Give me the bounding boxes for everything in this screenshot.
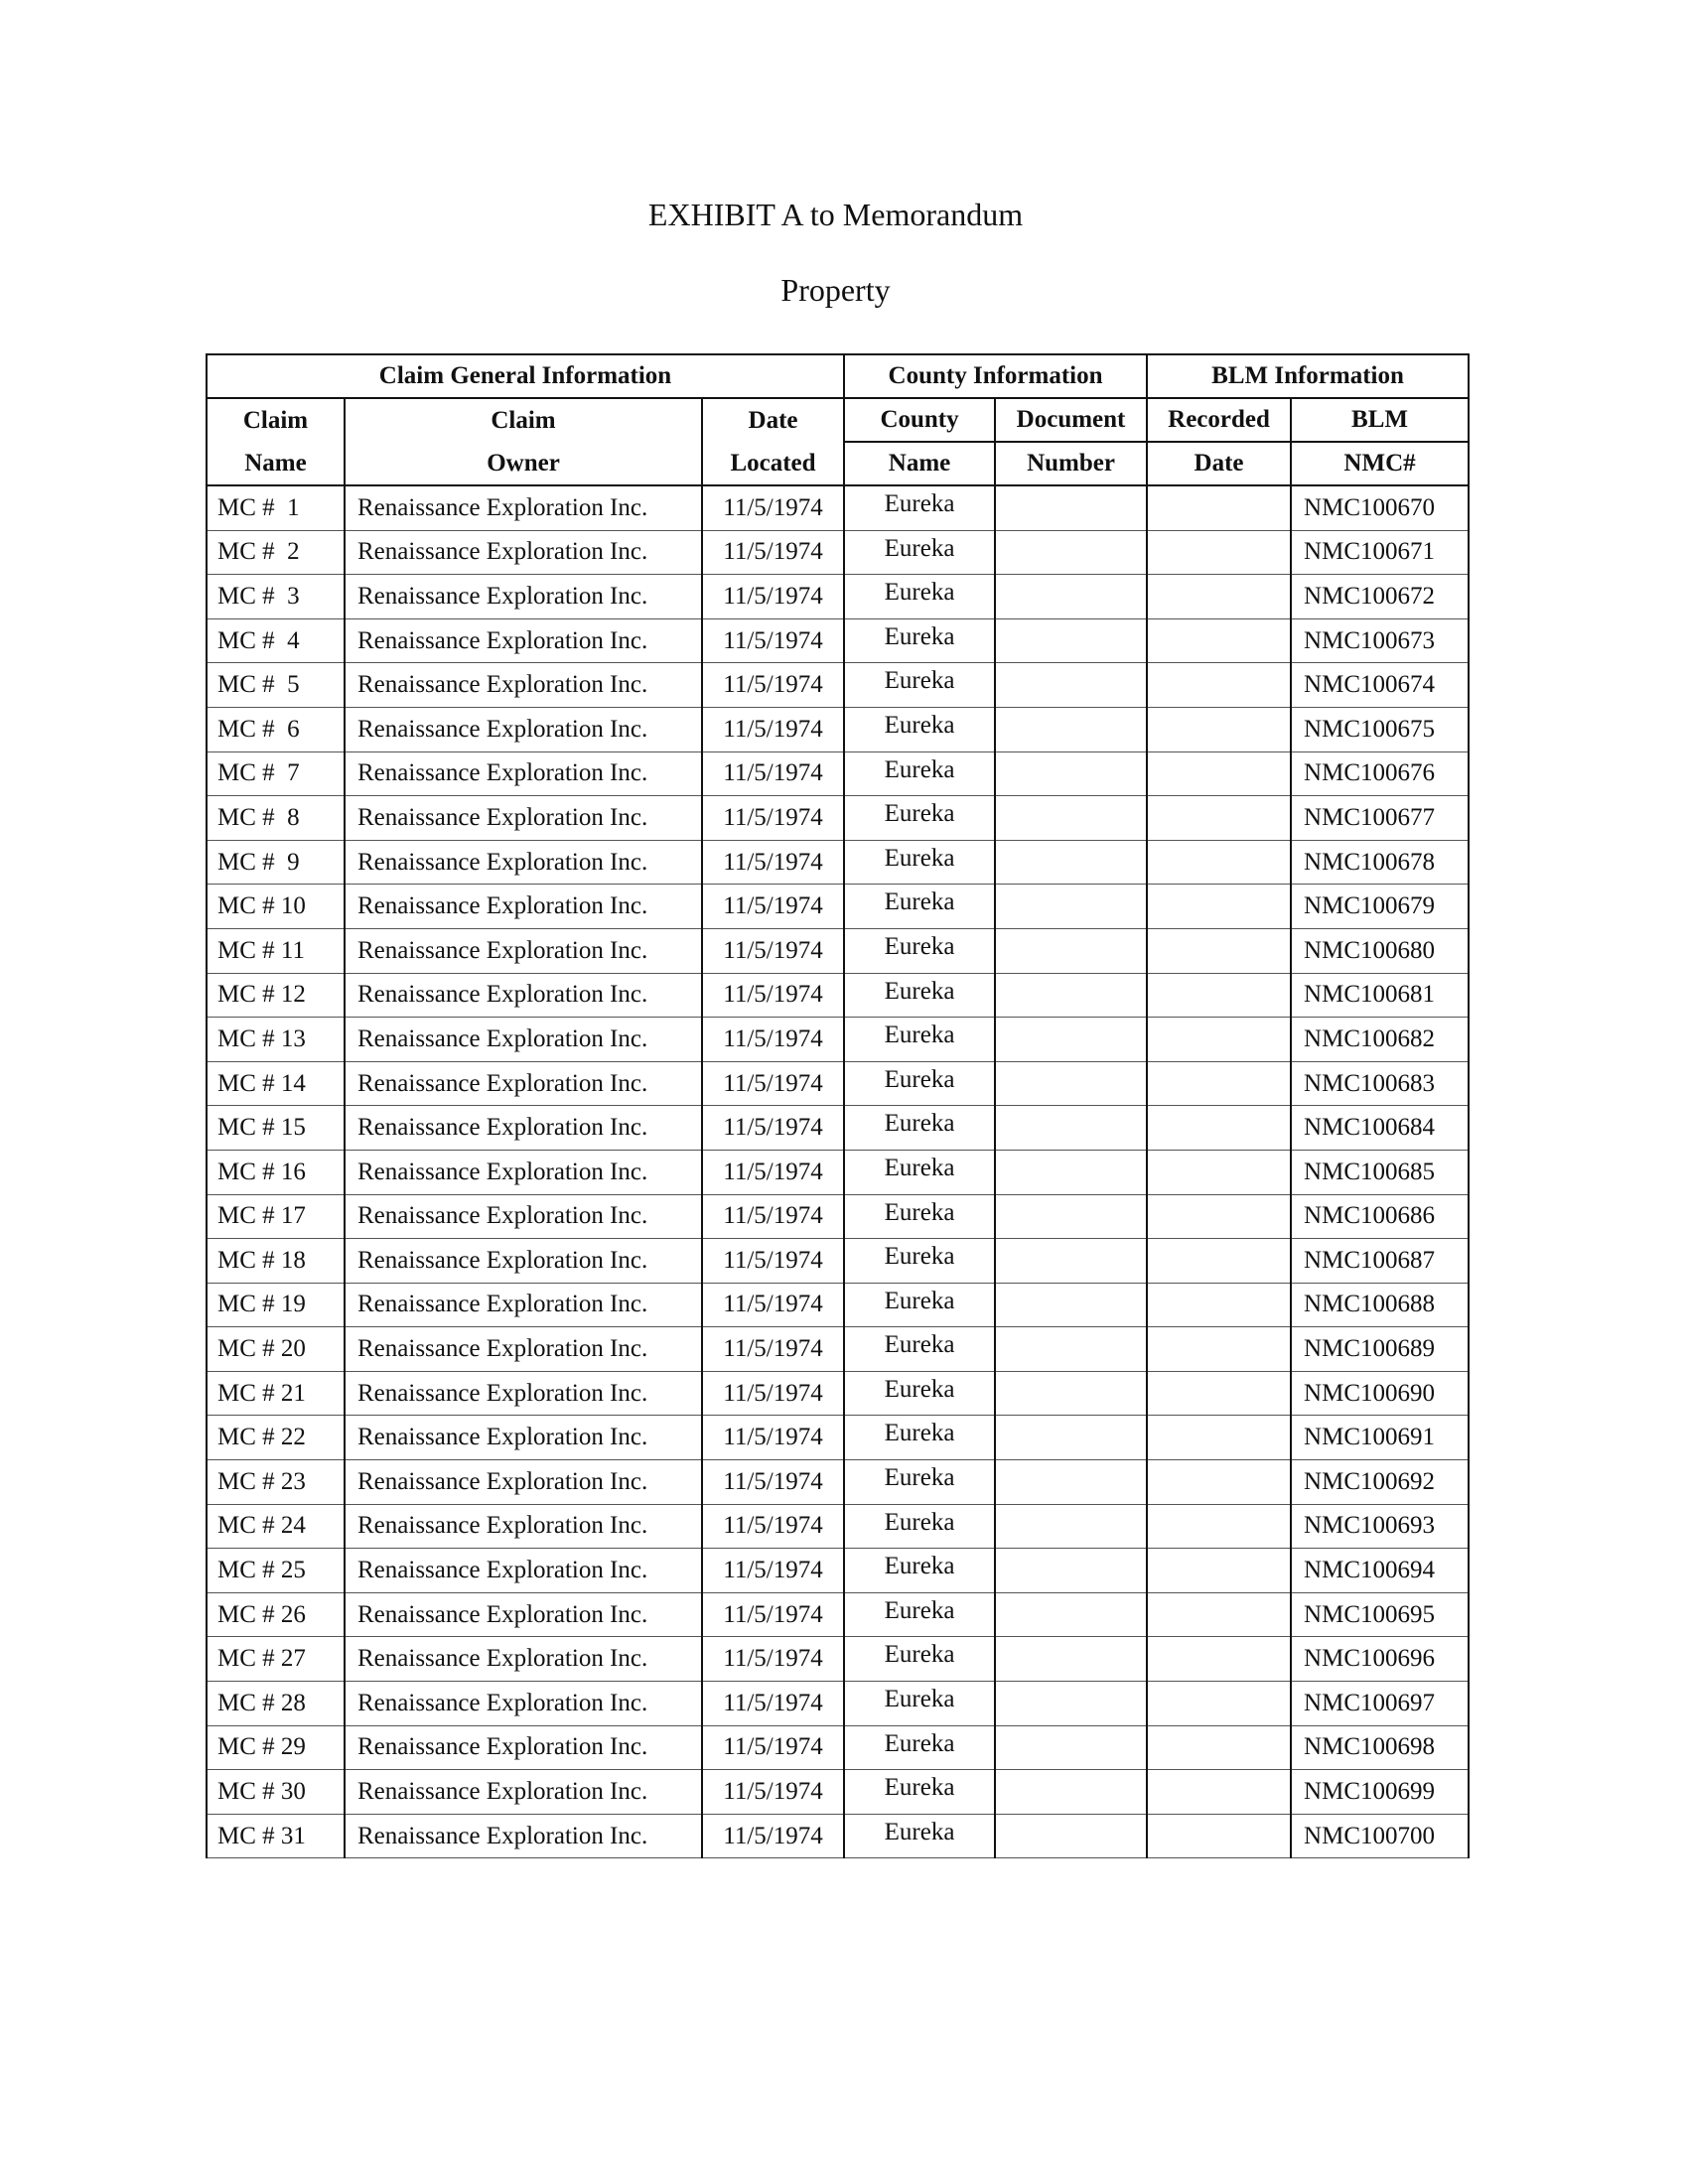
claim-owner-cell: Renaissance Exploration Inc.: [345, 663, 702, 708]
recorded-date-cell: [1147, 1682, 1291, 1726]
table-row: [207, 973, 1469, 1018]
table-row: [207, 663, 1469, 708]
claim-owner-cell: Renaissance Exploration Inc.: [345, 1371, 702, 1416]
county-name-cell: Eureka: [844, 1371, 995, 1416]
document-number-cell: [995, 1150, 1147, 1194]
claim-name-cell: MC # 13: [207, 1018, 345, 1062]
group-claim-general: Claim General Information: [207, 354, 844, 398]
county-name-cell: Eureka: [844, 1194, 995, 1239]
header-date-located-top: Date: [702, 398, 844, 442]
claim-owner-cell: Renaissance Exploration Inc.: [345, 1814, 702, 1858]
date-located-cell: 11/5/1974: [702, 885, 844, 929]
date-located-cell: 11/5/1974: [702, 840, 844, 885]
table-row: [207, 1770, 1469, 1815]
table-row: [207, 1814, 1469, 1858]
recorded-date-cell: [1147, 796, 1291, 841]
date-located-cell: 11/5/1974: [702, 1814, 844, 1858]
claim-owner-cell: Renaissance Exploration Inc.: [345, 1327, 702, 1372]
claim-owner-cell: Renaissance Exploration Inc.: [345, 1770, 702, 1815]
blm-nmc-cell: NMC100670: [1291, 485, 1469, 530]
recorded-date-cell: [1147, 840, 1291, 885]
claim-name-cell: MC # 27: [207, 1637, 345, 1682]
recorded-date-cell: [1147, 928, 1291, 973]
county-name-cell: Eureka: [844, 1725, 995, 1770]
claim-name-cell: MC # 12: [207, 973, 345, 1018]
date-located-cell: 11/5/1974: [702, 1371, 844, 1416]
claim-name-cell: MC # 20: [207, 1327, 345, 1372]
county-name-cell: Eureka: [844, 751, 995, 796]
claim-owner-cell: Renaissance Exploration Inc.: [345, 1682, 702, 1726]
header-document-number-bottom: Number: [995, 442, 1147, 485]
claim-owner-cell: Renaissance Exploration Inc.: [345, 1283, 702, 1327]
recorded-date-cell: [1147, 1150, 1291, 1194]
claim-owner-cell: Renaissance Exploration Inc.: [345, 885, 702, 929]
recorded-date-cell: [1147, 1283, 1291, 1327]
claim-owner-cell: Renaissance Exploration Inc.: [345, 1018, 702, 1062]
table-row: [207, 1327, 1469, 1372]
claim-owner-cell: Renaissance Exploration Inc.: [345, 1504, 702, 1549]
blm-nmc-cell: NMC100675: [1291, 707, 1469, 751]
table-row: [207, 840, 1469, 885]
date-located-cell: 11/5/1974: [702, 1106, 844, 1151]
header-claim-owner-bottom: Owner: [345, 442, 702, 485]
recorded-date-cell: [1147, 1194, 1291, 1239]
blm-nmc-cell: NMC100673: [1291, 618, 1469, 663]
claim-name-cell: MC # 19: [207, 1283, 345, 1327]
document-number-cell: [995, 1637, 1147, 1682]
claim-name-cell: MC # 16: [207, 1150, 345, 1194]
county-name-cell: Eureka: [844, 1150, 995, 1194]
county-name-cell: Eureka: [844, 928, 995, 973]
claim-owner-cell: Renaissance Exploration Inc.: [345, 530, 702, 575]
blm-nmc-cell: NMC100689: [1291, 1327, 1469, 1372]
table-row: [207, 796, 1469, 841]
blm-nmc-cell: NMC100700: [1291, 1814, 1469, 1858]
county-name-cell: Eureka: [844, 1504, 995, 1549]
blm-nmc-cell: NMC100699: [1291, 1770, 1469, 1815]
table-row: [207, 1061, 1469, 1106]
claim-owner-cell: Renaissance Exploration Inc.: [345, 1592, 702, 1637]
table-row: [207, 1504, 1469, 1549]
document-number-cell: [995, 751, 1147, 796]
table-row: [207, 1682, 1469, 1726]
document-number-cell: [995, 796, 1147, 841]
recorded-date-cell: [1147, 1327, 1291, 1372]
table-row: [207, 707, 1469, 751]
header-blm-nmc-bottom: NMC#: [1291, 442, 1469, 485]
date-located-cell: 11/5/1974: [702, 1549, 844, 1593]
date-located-cell: 11/5/1974: [702, 485, 844, 530]
header-claim-owner-top: Claim: [345, 398, 702, 442]
document-subtitle: Property: [780, 272, 891, 308]
date-located-cell: 11/5/1974: [702, 1194, 844, 1239]
county-name-cell: Eureka: [844, 1239, 995, 1284]
claim-owner-cell: Renaissance Exploration Inc.: [345, 1061, 702, 1106]
table-row: [207, 1106, 1469, 1151]
claim-owner-cell: Renaissance Exploration Inc.: [345, 1106, 702, 1151]
document-number-cell: [995, 1061, 1147, 1106]
recorded-date-cell: [1147, 1416, 1291, 1460]
county-name-cell: Eureka: [844, 1283, 995, 1327]
table-row: [207, 1018, 1469, 1062]
blm-nmc-cell: NMC100676: [1291, 751, 1469, 796]
document-number-cell: [995, 1725, 1147, 1770]
table-row: [207, 530, 1469, 575]
document-number-cell: [995, 1592, 1147, 1637]
document-number-cell: [995, 485, 1147, 530]
recorded-date-cell: [1147, 575, 1291, 619]
claim-name-cell: MC # 5: [207, 663, 345, 708]
document-number-cell: [995, 1018, 1147, 1062]
claim-name-cell: MC # 18: [207, 1239, 345, 1284]
date-located-cell: 11/5/1974: [702, 1592, 844, 1637]
blm-nmc-cell: NMC100674: [1291, 663, 1469, 708]
document-number-cell: [995, 973, 1147, 1018]
claim-name-cell: MC # 24: [207, 1504, 345, 1549]
document-number-cell: [995, 1327, 1147, 1372]
date-located-cell: 11/5/1974: [702, 1504, 844, 1549]
date-located-cell: 11/5/1974: [702, 1239, 844, 1284]
table-row: [207, 1416, 1469, 1460]
document-number-cell: [995, 1416, 1147, 1460]
column-header-row-top: [207, 398, 1469, 442]
document-number-cell: [995, 1770, 1147, 1815]
county-name-cell: Eureka: [844, 663, 995, 708]
county-name-cell: Eureka: [844, 840, 995, 885]
county-name-cell: Eureka: [844, 1549, 995, 1593]
recorded-date-cell: [1147, 530, 1291, 575]
recorded-date-cell: [1147, 1504, 1291, 1549]
blm-nmc-cell: NMC100685: [1291, 1150, 1469, 1194]
county-name-cell: Eureka: [844, 1327, 995, 1372]
claim-name-cell: MC # 6: [207, 707, 345, 751]
header-claim-name-top: Claim: [207, 398, 345, 442]
claim-name-cell: MC # 15: [207, 1106, 345, 1151]
recorded-date-cell: [1147, 1061, 1291, 1106]
recorded-date-cell: [1147, 1018, 1291, 1062]
date-located-cell: 11/5/1974: [702, 1416, 844, 1460]
group-blm: BLM Information: [1147, 354, 1469, 398]
recorded-date-cell: [1147, 973, 1291, 1018]
column-header-row-bottom: [207, 442, 1469, 485]
blm-nmc-cell: NMC100690: [1291, 1371, 1469, 1416]
header-recorded-date-bottom: Date: [1147, 442, 1291, 485]
date-located-cell: 11/5/1974: [702, 1018, 844, 1062]
blm-nmc-cell: NMC100692: [1291, 1460, 1469, 1505]
table-row: [207, 1637, 1469, 1682]
recorded-date-cell: [1147, 1106, 1291, 1151]
claim-name-cell: MC # 28: [207, 1682, 345, 1726]
claim-owner-cell: Renaissance Exploration Inc.: [345, 928, 702, 973]
blm-nmc-cell: NMC100696: [1291, 1637, 1469, 1682]
claim-name-cell: MC # 8: [207, 796, 345, 841]
recorded-date-cell: [1147, 1371, 1291, 1416]
document-number-cell: [995, 1682, 1147, 1726]
recorded-date-cell: [1147, 1239, 1291, 1284]
county-name-cell: Eureka: [844, 1061, 995, 1106]
claim-name-cell: MC # 25: [207, 1549, 345, 1593]
county-name-cell: Eureka: [844, 618, 995, 663]
recorded-date-cell: [1147, 1637, 1291, 1682]
date-located-cell: 11/5/1974: [702, 1061, 844, 1106]
recorded-date-cell: [1147, 485, 1291, 530]
date-located-cell: 11/5/1974: [702, 1637, 844, 1682]
document-number-cell: [995, 1106, 1147, 1151]
blm-nmc-cell: NMC100682: [1291, 1018, 1469, 1062]
table-row: [207, 1239, 1469, 1284]
date-located-cell: 11/5/1974: [702, 1150, 844, 1194]
claim-owner-cell: Renaissance Exploration Inc.: [345, 1637, 702, 1682]
date-located-cell: 11/5/1974: [702, 1460, 844, 1505]
recorded-date-cell: [1147, 1549, 1291, 1593]
property-claims-table: [206, 353, 1470, 1858]
claim-name-cell: MC # 21: [207, 1371, 345, 1416]
county-name-cell: Eureka: [844, 1592, 995, 1637]
header-county-name-bottom: Name: [844, 442, 995, 485]
document-title: EXHIBIT A to Memorandum: [647, 197, 1024, 232]
claim-name-cell: MC # 1: [207, 485, 345, 530]
blm-nmc-cell: NMC100686: [1291, 1194, 1469, 1239]
date-located-cell: 11/5/1974: [702, 707, 844, 751]
county-name-cell: Eureka: [844, 575, 995, 619]
header-blm-nmc-top: BLM: [1291, 398, 1469, 442]
table-row: [207, 1371, 1469, 1416]
recorded-date-cell: [1147, 618, 1291, 663]
blm-nmc-cell: NMC100683: [1291, 1061, 1469, 1106]
table-row: [207, 618, 1469, 663]
document-number-cell: [995, 1239, 1147, 1284]
date-located-cell: 11/5/1974: [702, 1725, 844, 1770]
table-row: [207, 1549, 1469, 1593]
table-row: [207, 1150, 1469, 1194]
county-name-cell: Eureka: [844, 1460, 995, 1505]
recorded-date-cell: [1147, 1592, 1291, 1637]
recorded-date-cell: [1147, 1460, 1291, 1505]
county-name-cell: Eureka: [844, 530, 995, 575]
document-number-cell: [995, 575, 1147, 619]
document-number-cell: [995, 840, 1147, 885]
blm-nmc-cell: NMC100687: [1291, 1239, 1469, 1284]
header-county-name-top: County: [844, 398, 995, 442]
claim-name-cell: MC # 4: [207, 618, 345, 663]
claim-owner-cell: Renaissance Exploration Inc.: [345, 751, 702, 796]
blm-nmc-cell: NMC100694: [1291, 1549, 1469, 1593]
claim-owner-cell: Renaissance Exploration Inc.: [345, 840, 702, 885]
blm-nmc-cell: NMC100684: [1291, 1106, 1469, 1151]
recorded-date-cell: [1147, 1770, 1291, 1815]
header-claim-name-bottom: Name: [207, 442, 345, 485]
claim-name-cell: MC # 17: [207, 1194, 345, 1239]
document-number-cell: [995, 1814, 1147, 1858]
date-located-cell: 11/5/1974: [702, 1682, 844, 1726]
recorded-date-cell: [1147, 885, 1291, 929]
claim-name-cell: MC # 29: [207, 1725, 345, 1770]
claim-name-cell: MC # 7: [207, 751, 345, 796]
table-row: [207, 485, 1469, 530]
table-row: [207, 575, 1469, 619]
header-date-located-bottom: Located: [702, 442, 844, 485]
county-name-cell: Eureka: [844, 1106, 995, 1151]
county-name-cell: Eureka: [844, 1814, 995, 1858]
document-number-cell: [995, 1504, 1147, 1549]
claim-owner-cell: Renaissance Exploration Inc.: [345, 1725, 702, 1770]
claim-owner-cell: Renaissance Exploration Inc.: [345, 1549, 702, 1593]
claim-owner-cell: Renaissance Exploration Inc.: [345, 796, 702, 841]
header-recorded-date-top: Recorded: [1147, 398, 1291, 442]
claim-owner-cell: Renaissance Exploration Inc.: [345, 1416, 702, 1460]
document-number-cell: [995, 1283, 1147, 1327]
claim-name-cell: MC # 30: [207, 1770, 345, 1815]
county-name-cell: Eureka: [844, 1682, 995, 1726]
group-header-row: [207, 354, 1469, 398]
header-document-number-top: Document: [995, 398, 1147, 442]
claim-owner-cell: Renaissance Exploration Inc.: [345, 1460, 702, 1505]
table-row: [207, 1283, 1469, 1327]
county-name-cell: Eureka: [844, 973, 995, 1018]
document-number-cell: [995, 663, 1147, 708]
table-row: [207, 1460, 1469, 1505]
blm-nmc-cell: NMC100681: [1291, 973, 1469, 1018]
date-located-cell: 11/5/1974: [702, 618, 844, 663]
table-row: [207, 1592, 1469, 1637]
table-row: [207, 885, 1469, 929]
blm-nmc-cell: NMC100688: [1291, 1283, 1469, 1327]
county-name-cell: Eureka: [844, 485, 995, 530]
claim-owner-cell: Renaissance Exploration Inc.: [345, 973, 702, 1018]
blm-nmc-cell: NMC100671: [1291, 530, 1469, 575]
blm-nmc-cell: NMC100695: [1291, 1592, 1469, 1637]
table-row: [207, 751, 1469, 796]
claim-name-cell: MC # 22: [207, 1416, 345, 1460]
claim-name-cell: MC # 3: [207, 575, 345, 619]
claim-name-cell: MC # 10: [207, 885, 345, 929]
blm-nmc-cell: NMC100679: [1291, 885, 1469, 929]
claim-owner-cell: Renaissance Exploration Inc.: [345, 1150, 702, 1194]
date-located-cell: 11/5/1974: [702, 1283, 844, 1327]
document-number-cell: [995, 1194, 1147, 1239]
blm-nmc-cell: NMC100693: [1291, 1504, 1469, 1549]
claim-owner-cell: Renaissance Exploration Inc.: [345, 485, 702, 530]
claim-owner-cell: Renaissance Exploration Inc.: [345, 618, 702, 663]
date-located-cell: 11/5/1974: [702, 796, 844, 841]
blm-nmc-cell: NMC100678: [1291, 840, 1469, 885]
document-number-cell: [995, 1549, 1147, 1593]
date-located-cell: 11/5/1974: [702, 973, 844, 1018]
county-name-cell: Eureka: [844, 1018, 995, 1062]
document-number-cell: [995, 707, 1147, 751]
date-located-cell: 11/5/1974: [702, 1770, 844, 1815]
document-number-cell: [995, 928, 1147, 973]
blm-nmc-cell: NMC100697: [1291, 1682, 1469, 1726]
county-name-cell: Eureka: [844, 1416, 995, 1460]
date-located-cell: 11/5/1974: [702, 663, 844, 708]
date-located-cell: 11/5/1974: [702, 1327, 844, 1372]
recorded-date-cell: [1147, 751, 1291, 796]
claim-owner-cell: Renaissance Exploration Inc.: [345, 575, 702, 619]
blm-nmc-cell: NMC100677: [1291, 796, 1469, 841]
date-located-cell: 11/5/1974: [702, 751, 844, 796]
claim-owner-cell: Renaissance Exploration Inc.: [345, 1239, 702, 1284]
date-located-cell: 11/5/1974: [702, 530, 844, 575]
table-row: [207, 1194, 1469, 1239]
claim-name-cell: MC # 31: [207, 1814, 345, 1858]
table-row: [207, 928, 1469, 973]
blm-nmc-cell: NMC100691: [1291, 1416, 1469, 1460]
recorded-date-cell: [1147, 663, 1291, 708]
table-body: [207, 485, 1469, 1858]
claim-owner-cell: Renaissance Exploration Inc.: [345, 707, 702, 751]
date-located-cell: 11/5/1974: [702, 575, 844, 619]
recorded-date-cell: [1147, 1814, 1291, 1858]
claim-name-cell: MC # 2: [207, 530, 345, 575]
document-number-cell: [995, 1371, 1147, 1416]
document-number-cell: [995, 1460, 1147, 1505]
claim-name-cell: MC # 9: [207, 840, 345, 885]
claim-name-cell: MC # 23: [207, 1460, 345, 1505]
county-name-cell: Eureka: [844, 1770, 995, 1815]
recorded-date-cell: [1147, 707, 1291, 751]
document-number-cell: [995, 885, 1147, 929]
claim-name-cell: MC # 14: [207, 1061, 345, 1106]
claim-name-cell: MC # 11: [207, 928, 345, 973]
table-row: [207, 1725, 1469, 1770]
claim-owner-cell: Renaissance Exploration Inc.: [345, 1194, 702, 1239]
document-number-cell: [995, 618, 1147, 663]
date-located-cell: 11/5/1974: [702, 928, 844, 973]
group-county: County Information: [844, 354, 1147, 398]
claim-name-cell: MC # 26: [207, 1592, 345, 1637]
blm-nmc-cell: NMC100680: [1291, 928, 1469, 973]
blm-nmc-cell: NMC100698: [1291, 1725, 1469, 1770]
blm-nmc-cell: NMC100672: [1291, 575, 1469, 619]
document-number-cell: [995, 530, 1147, 575]
county-name-cell: Eureka: [844, 796, 995, 841]
county-name-cell: Eureka: [844, 1637, 995, 1682]
county-name-cell: Eureka: [844, 707, 995, 751]
recorded-date-cell: [1147, 1725, 1291, 1770]
county-name-cell: Eureka: [844, 885, 995, 929]
